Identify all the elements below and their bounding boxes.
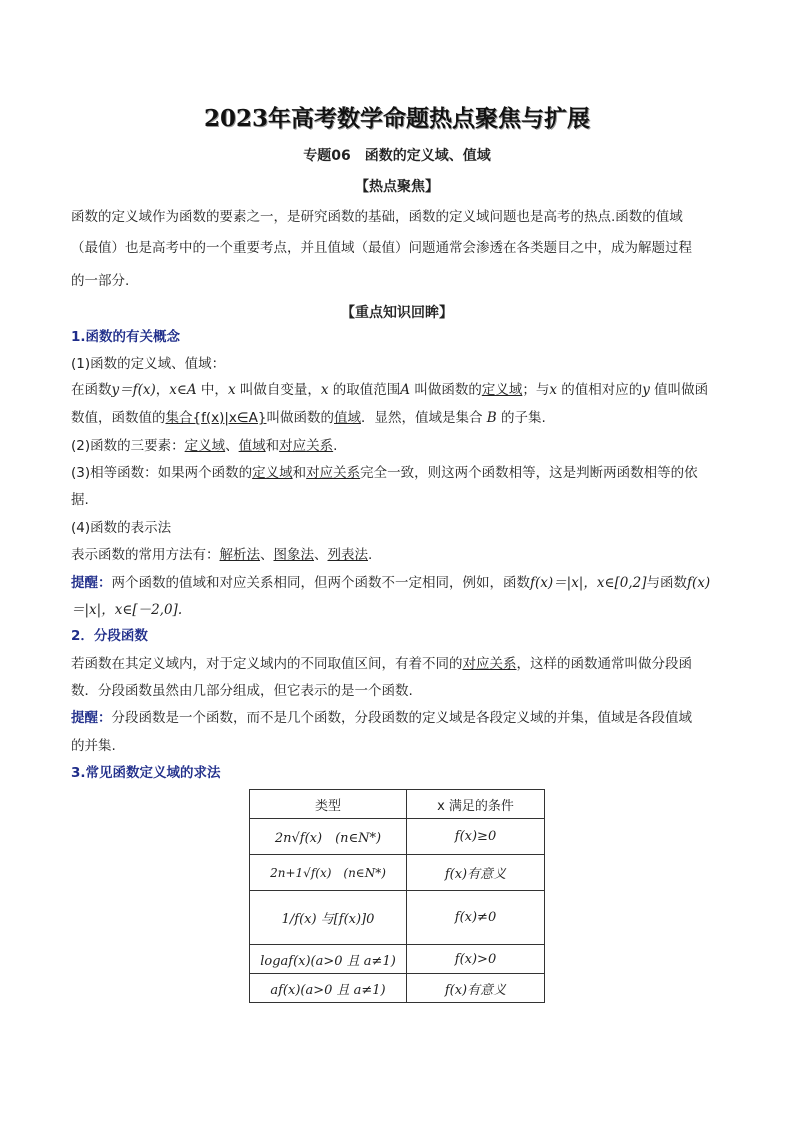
table-cell-condition: f(x)>0: [407, 945, 545, 974]
table-row: [250, 891, 545, 945]
text-span: 在函数: [71, 382, 112, 398]
table-cell-type: af(x)(a>0 且 a≠1): [250, 974, 407, 1003]
text-span: 叫做函数的: [266, 410, 334, 426]
math-span: x: [549, 382, 557, 398]
section1-heading: 1.函数的有关概念: [71, 329, 181, 345]
math-span: x: [320, 382, 329, 398]
table-row: [250, 945, 545, 974]
underlined-term: 对应关系: [279, 438, 334, 454]
underlined-term: 定义域: [252, 465, 293, 481]
underlined-term: 解析法: [219, 547, 260, 563]
table-header-row: [250, 790, 545, 819]
text-span: (3)相等函数：如果两个函数的: [71, 465, 253, 481]
math-span: f(x)＝|x|，x∈[0,2]: [530, 575, 647, 591]
text-span: 表示函数的常用方法有：: [71, 547, 220, 563]
math-span: x: [227, 382, 236, 398]
text-span: 叫做自变量，: [235, 382, 321, 398]
tip1-line-2: ＝|x|，x∈[－2,0].: [71, 602, 183, 618]
text-span: 中，: [196, 382, 228, 398]
domain-table: [249, 789, 545, 1003]
underlined-term: 定义域: [184, 438, 226, 454]
underlined-term: 值域: [238, 438, 266, 454]
item4-label: (4)函数的表示法: [71, 520, 172, 536]
table-cell-condition: f(x)有意义: [407, 974, 545, 1003]
text-span: 、: [314, 547, 328, 563]
table-cell-type: 1/f(x) 与[f(x)]0: [250, 891, 407, 945]
text-span: 分段函数是一个函数，而不是几个函数，分段函数的定义域是各段定义域的并集，值域是各段值域: [111, 710, 692, 726]
item4-line: [71, 545, 731, 565]
text-span: ；与: [522, 382, 550, 398]
table-cell-condition: f(x)≠0: [407, 891, 545, 945]
table-header-type: 类型: [250, 790, 407, 819]
math-span: y: [642, 382, 650, 398]
underlined-term: 对应关系: [306, 465, 361, 481]
text-span: 完全一致，则这两个函数相等，这是判断两函数相等的依: [360, 465, 698, 481]
section3-heading: 3.常见函数定义域的求法: [71, 765, 221, 781]
text-span: 的值相对应的: [556, 382, 643, 398]
text-span: 若函数在其定义域内，对于定义域内的不同取值区间，有着不同的: [71, 656, 463, 672]
item1-label: (1)函数的定义域、值域：: [71, 356, 226, 372]
table-cell-type: logaf(x)(a>0 且 a≠1): [250, 945, 407, 974]
item2-line: [71, 436, 731, 456]
table-cell-type: 2n+1√f(x) (n∈N*): [250, 855, 407, 891]
section2-line-1: [71, 654, 731, 674]
tip-label: 提醒：: [71, 710, 112, 726]
document-title: 2023年高考数学命题热点聚焦与扩展: [203, 105, 590, 132]
intro-line-1: 函数的定义域作为函数的要素之一，是研究函数的基础，函数的定义域问题也是高考的热点.函数的值域: [71, 209, 683, 225]
text-span: 两个函数的值域和对应关系相同，但两个函数不一定相同，例如，函数: [111, 575, 530, 591]
text-span: 数值，函数值的: [71, 410, 166, 426]
underlined-term: 值域: [334, 410, 361, 426]
table-row: [250, 855, 545, 891]
intro-line-3: 的一部分.: [71, 273, 130, 289]
item3-line-1: [71, 463, 731, 483]
text-span: 叫做函数的: [410, 382, 482, 398]
text-span: 值叫做函: [649, 382, 709, 398]
table-cell-type: 2n√f(x) (n∈N*): [250, 819, 407, 855]
math-span: B: [486, 410, 497, 426]
function-expression: y＝f(x): [111, 382, 156, 398]
tip2-line-1: [71, 708, 731, 728]
table-row: [250, 974, 545, 1003]
text-span: .: [333, 438, 338, 454]
text-span: ，: [155, 382, 170, 398]
section2-line-2: 数．分段函数虽然由几部分组成，但它表示的是一个函数.: [71, 683, 413, 699]
section2-heading: 2．分段函数: [71, 628, 148, 644]
definition-line-2: [71, 408, 731, 428]
text-span: 与函数: [646, 575, 687, 591]
underlined-term: 对应关系: [462, 656, 517, 672]
underlined-term: 列表法: [327, 547, 368, 563]
item3-line-2: 据.: [71, 492, 89, 508]
text-span: ．显然，值域是集合: [361, 410, 487, 426]
text-span: 和: [265, 438, 280, 454]
text-span: (2)函数的三要素：: [71, 438, 185, 454]
tip2-line-2: 的并集.: [71, 738, 116, 754]
text-span: 、: [260, 547, 274, 563]
underlined-term: 图象法: [273, 547, 314, 563]
text-span: 和: [292, 465, 307, 481]
definition-line-1: [71, 380, 731, 400]
text-span: .: [368, 547, 373, 563]
review-heading: 【重点知识回眸】: [341, 305, 453, 321]
text-span: ，这样的函数通常叫做分段函: [516, 656, 692, 672]
tip-label: 提醒：: [71, 575, 112, 591]
underlined-term: 集合{f(x)|x∈A}: [165, 410, 267, 426]
math-span: A: [400, 382, 411, 398]
underlined-term: 定义域: [481, 382, 523, 398]
table-cell-condition: f(x)≥0: [407, 819, 545, 855]
text-span: 、: [225, 438, 239, 454]
math-span: x∈A: [169, 382, 197, 398]
document-subtitle: 专题06 函数的定义域、值域: [303, 148, 491, 164]
table-cell-condition: f(x)有意义: [407, 855, 545, 891]
tip1-line-1: [71, 573, 731, 593]
table-header-condition: x 满足的条件: [407, 790, 545, 819]
text-span: 的子集.: [496, 410, 546, 426]
table-row: [250, 819, 545, 855]
intro-line-2: （最值）也是高考中的一个重要考点，并且值域（最值）问题通常会渗透在各类题目之中，成为解题过程: [71, 240, 692, 256]
math-span: f(x): [686, 575, 711, 591]
hot-heading: 【热点聚焦】: [355, 179, 439, 195]
text-span: 的取值范围: [328, 382, 401, 398]
